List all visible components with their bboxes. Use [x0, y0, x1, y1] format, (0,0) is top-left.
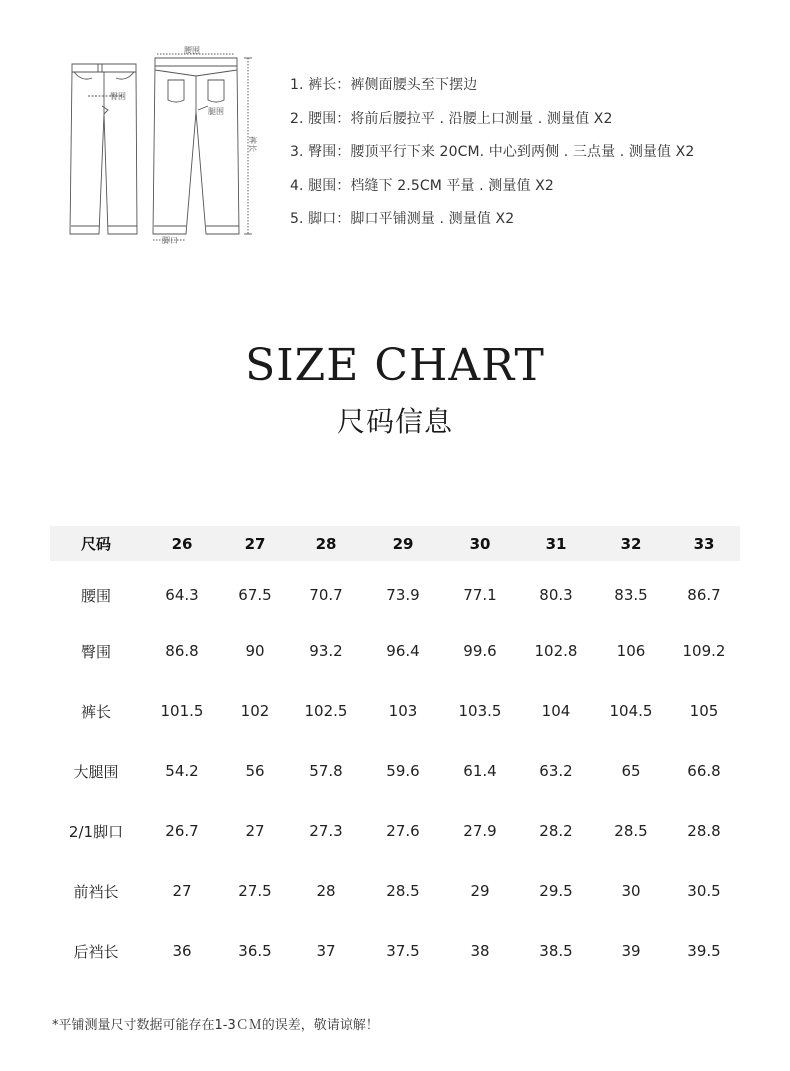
table-cell: 27: [245, 822, 265, 840]
table-cell: 28: [316, 882, 336, 900]
table-cell: 105: [689, 702, 719, 720]
table-cell: 27.3: [309, 822, 343, 840]
table-cell: 90: [245, 642, 265, 660]
table-header-cell: 32: [594, 526, 668, 561]
table-cell: 腰围: [80, 586, 111, 605]
table-cell: 39.5: [687, 942, 721, 960]
diagram-label-thigh: 腿围: [208, 107, 224, 116]
table-cell: 65: [621, 762, 641, 780]
table-cell: 36: [172, 942, 192, 960]
table-cell: 54.2: [165, 762, 199, 780]
table-cell: 63.2: [539, 762, 573, 780]
table-cell: 大腿围: [73, 762, 119, 781]
table-row: [50, 681, 740, 741]
table-header-cell: 33: [668, 526, 740, 561]
table-header-cell: 29: [364, 526, 442, 561]
table-cell: 104.5: [609, 702, 653, 720]
instruction-item: 4. 腿围：档缝下 2.5CM 平量 . 测量值 X2: [290, 177, 554, 194]
table-cell: 27.9: [463, 822, 497, 840]
diagram-label-length: 裤长: [248, 136, 257, 152]
table-cell: 28.5: [386, 882, 420, 900]
table-cell: 77.1: [463, 586, 497, 604]
table-header-cell: 26: [142, 526, 222, 561]
table-cell: 103.5: [458, 702, 502, 720]
table-cell: 56: [245, 762, 265, 780]
diagram-label-hip: 臀围: [110, 92, 126, 101]
table-cell: 83.5: [614, 586, 648, 604]
table-cell: 101.5: [160, 702, 204, 720]
table-cell: 109.2: [682, 642, 726, 660]
table-cell: 93.2: [309, 642, 343, 660]
table-header-cell: 27: [222, 526, 288, 561]
table-cell: 61.4: [463, 762, 497, 780]
table-cell: 106: [616, 642, 646, 660]
table-cell: 27: [172, 882, 192, 900]
table-cell: 2/1脚口: [68, 822, 124, 841]
table-row: [50, 801, 740, 861]
table-cell: 104: [541, 702, 571, 720]
table-cell: 28.5: [614, 822, 648, 840]
table-cell: 102.8: [534, 642, 578, 660]
table-cell: 66.8: [687, 762, 721, 780]
table-cell: 59.6: [386, 762, 420, 780]
table-cell: 80.3: [539, 586, 573, 604]
table-cell: 57.8: [309, 762, 343, 780]
size-table: [50, 526, 740, 981]
page-title-cn: 尺码信息: [336, 405, 453, 438]
table-cell: 26.7: [165, 822, 199, 840]
jeans-back-icon: [153, 54, 252, 240]
diagram-label-waist: 腰围: [184, 46, 200, 55]
diagram-label-hem: 脚口: [162, 236, 178, 245]
table-header-cell: 尺码: [50, 526, 142, 561]
table-cell: 30.5: [687, 882, 721, 900]
table-row: [50, 561, 740, 621]
table-cell: 96.4: [386, 642, 420, 660]
table-cell: 后裆长: [73, 942, 119, 961]
table-row: [50, 861, 740, 921]
table-header-cell: 28: [288, 526, 364, 561]
instruction-item: 2. 腰围：将前后腰拉平 . 沿腰上口测量 . 测量值 X2: [290, 110, 613, 127]
measurement-footnote: *平铺测量尺寸数据可能存在1-3ＣＭ的误差，敬请谅解！: [52, 1018, 379, 1033]
table-header-cell: 30: [442, 526, 518, 561]
table-header-row: [50, 526, 740, 561]
table-cell: 裤长: [80, 702, 111, 721]
table-cell: 前裆长: [73, 882, 119, 901]
table-cell: 70.7: [309, 586, 343, 604]
table-cell: 73.9: [386, 586, 420, 604]
measurement-instructions: [290, 72, 770, 240]
instruction-item: 1. 裤长：裤侧面腰头至下摆边: [290, 77, 478, 93]
table-cell: 86.8: [165, 642, 199, 660]
page-title-en: SIZE CHART: [245, 340, 545, 391]
table-row: [50, 741, 740, 801]
table-cell: 37: [316, 942, 336, 960]
table-cell: 29: [470, 882, 490, 900]
table-cell: 臀围: [80, 642, 111, 661]
table-row: [50, 921, 740, 981]
table-row: [50, 621, 740, 681]
table-cell: 29.5: [539, 882, 573, 900]
table-cell: 39: [621, 942, 641, 960]
table-cell: 38.5: [539, 942, 573, 960]
table-cell: 37.5: [386, 942, 420, 960]
table-header-cell: 31: [518, 526, 594, 561]
table-cell: 27.5: [238, 882, 272, 900]
table-cell: 99.6: [463, 642, 497, 660]
table-cell: 38: [470, 942, 490, 960]
table-cell: 36.5: [238, 942, 272, 960]
table-cell: 103: [388, 702, 418, 720]
table-cell: 67.5: [238, 586, 272, 604]
table-cell: 86.7: [687, 586, 721, 604]
measurement-diagram: [62, 44, 282, 254]
table-cell: 28.2: [539, 822, 573, 840]
table-cell: 102.5: [304, 702, 348, 720]
jeans-front-icon: [70, 64, 137, 234]
table-cell: 64.3: [165, 586, 199, 604]
table-cell: 102: [240, 702, 270, 720]
instruction-item: 5. 脚口：脚口平铺测量 . 测量值 X2: [290, 211, 515, 227]
instruction-item: 3. 臀围：腰顶平行下来 20CM. 中心到两侧 . 三点量 . 测量值 X2: [290, 144, 695, 160]
jeans-diagram-svg: [62, 44, 282, 254]
table-cell: 30: [621, 882, 641, 900]
table-cell: 27.6: [386, 822, 420, 840]
table-cell: 28.8: [687, 822, 721, 840]
